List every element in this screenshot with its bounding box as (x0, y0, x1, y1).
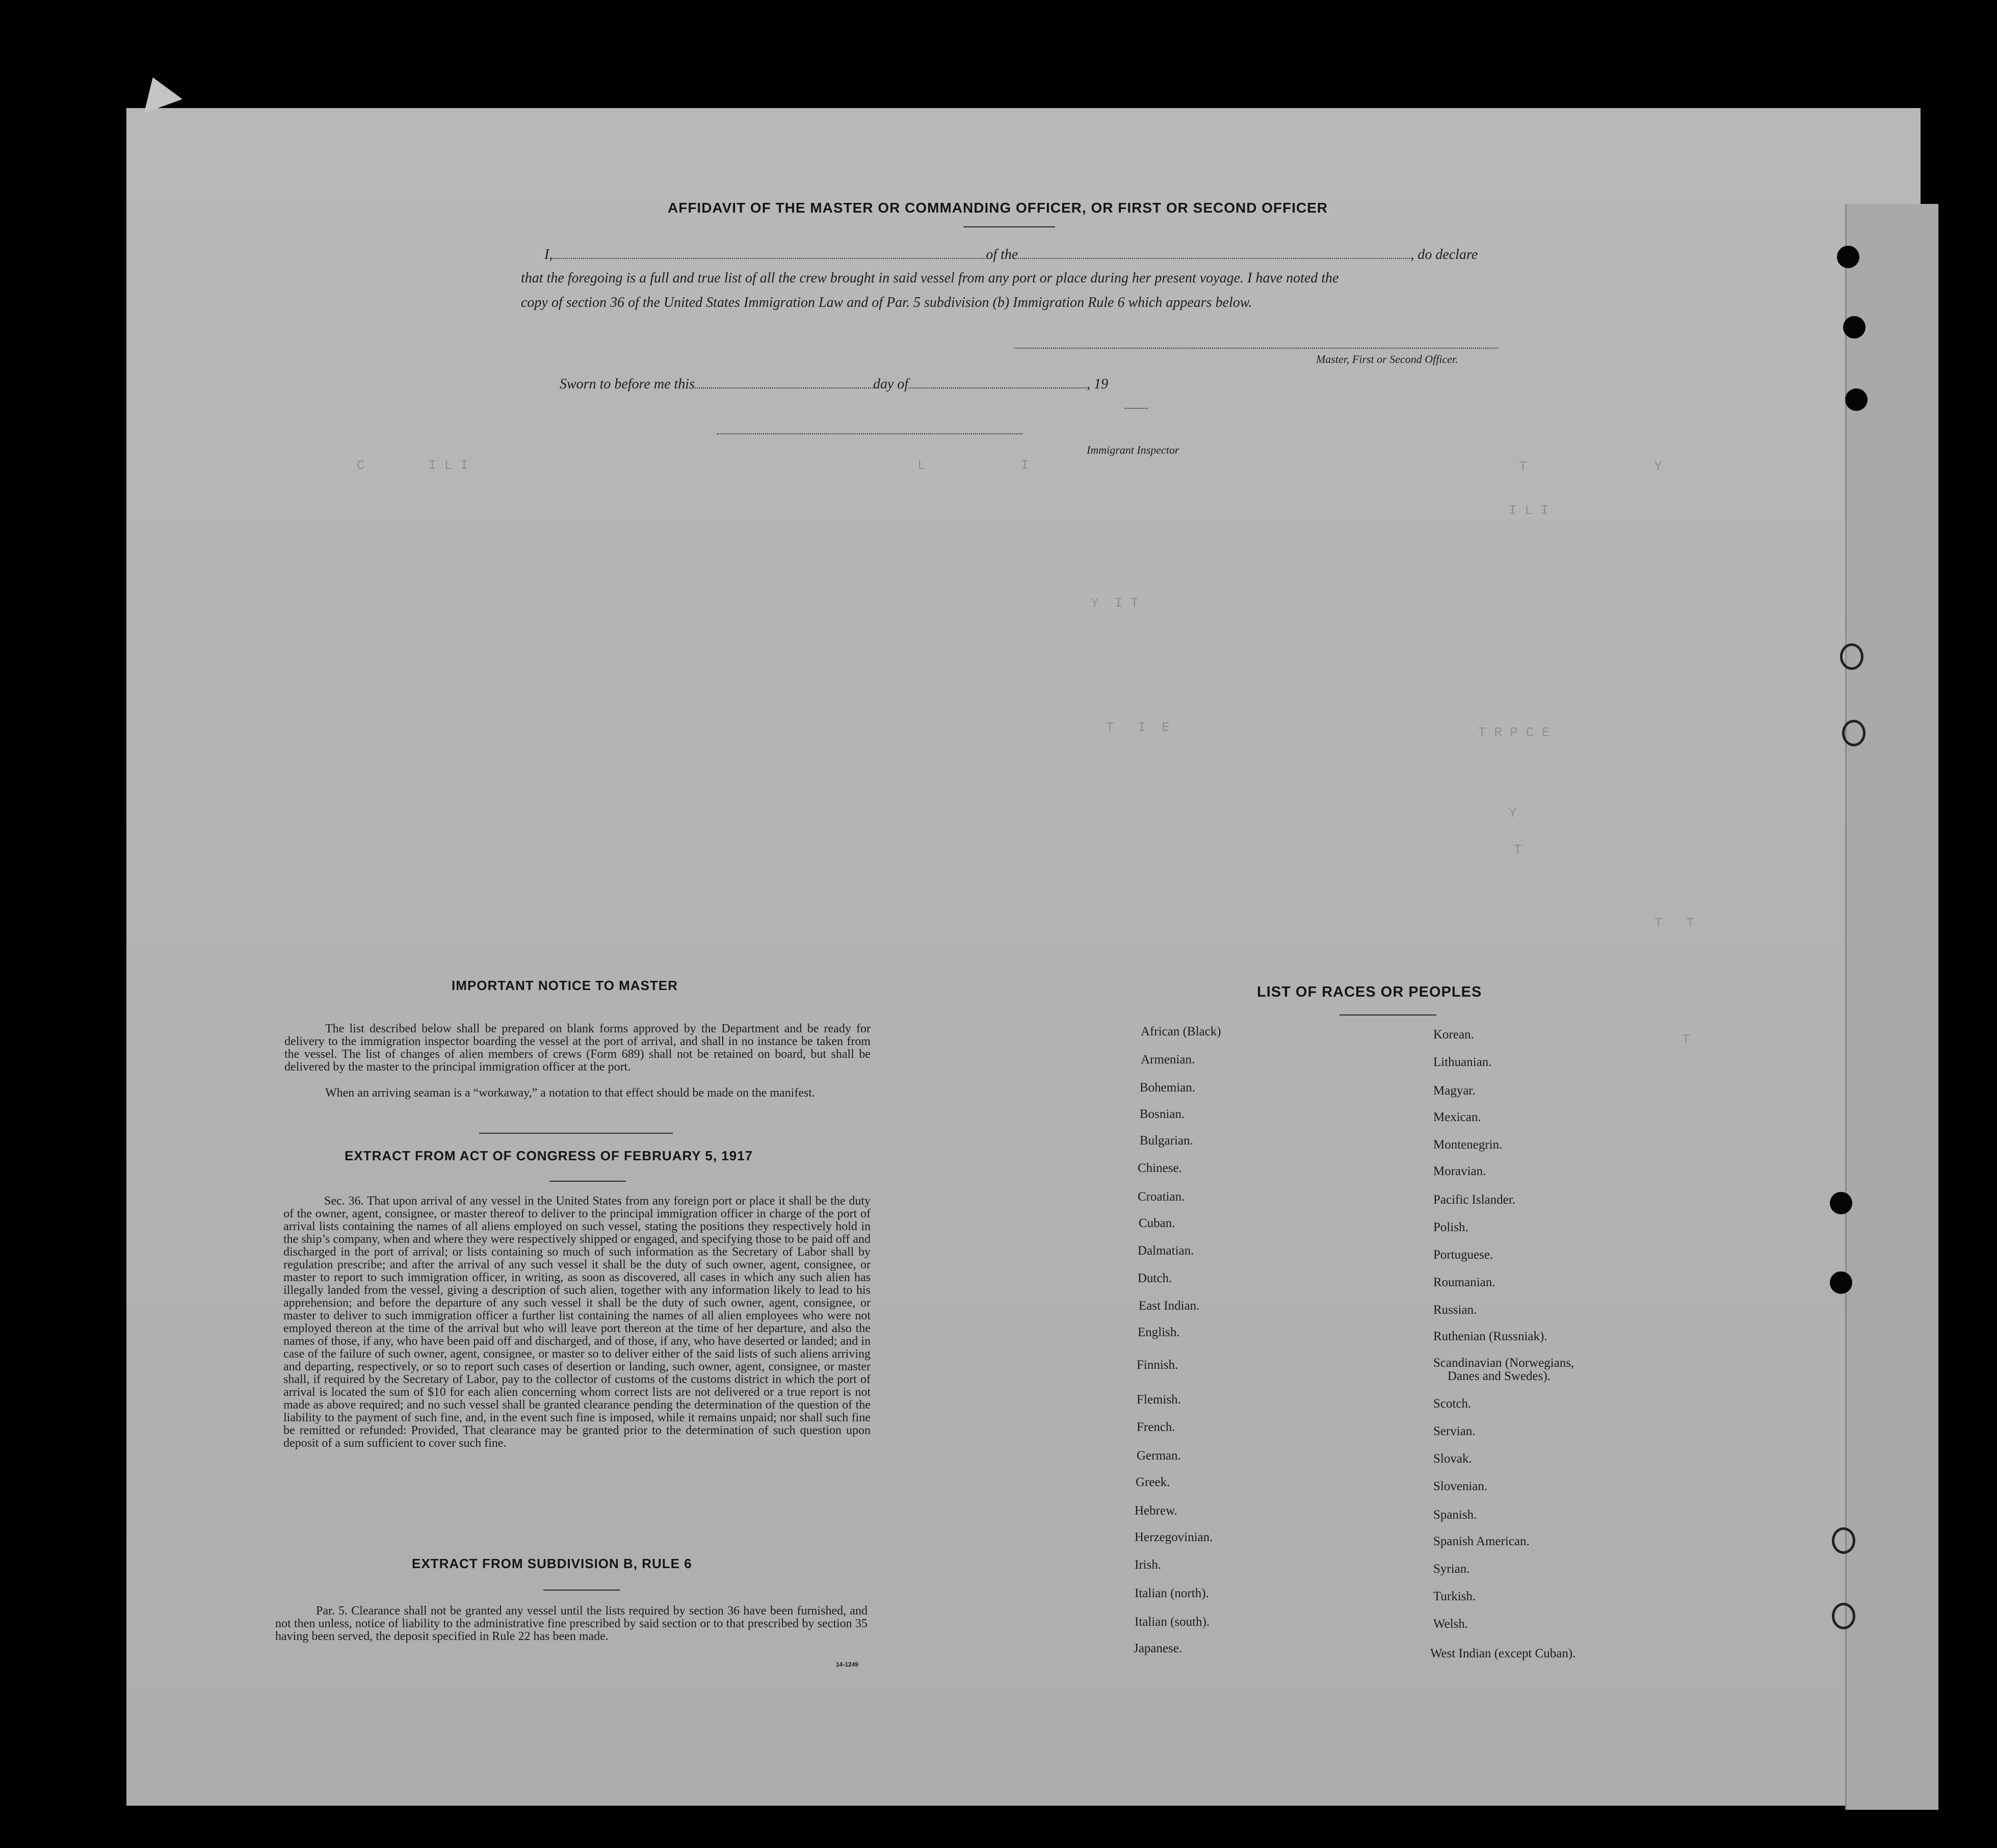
underlying-page-edge (1845, 204, 1938, 1810)
race-item: Polish. (1433, 1220, 1468, 1234)
race-item: Herzegovinian. (1135, 1530, 1213, 1544)
race-item: Scotch. (1433, 1397, 1472, 1411)
declaration-line-2: that the foregoing is a full and true list of all the crew brought in said vessel from any port or place during her present voyage. I have noted the (521, 270, 1339, 286)
punch-hole (1837, 246, 1859, 268)
race-item: African (Black) (1141, 1025, 1221, 1038)
name-field[interactable] (553, 258, 986, 259)
race-item: Slovak. (1433, 1452, 1472, 1466)
act-extract-title: EXTRACT FROM ACT OF CONGRESS OF FEBRUARY 5, 1917 (345, 1148, 753, 1163)
race-item: Cuban. (1139, 1216, 1175, 1230)
inspector-signature-field[interactable] (717, 433, 1022, 434)
race-item: Finnish. (1137, 1358, 1178, 1372)
sworn-month-field[interactable] (908, 387, 1087, 388)
sworn-line (560, 376, 1108, 393)
race-item: Hebrew. (1135, 1504, 1177, 1518)
notice-paragraph-2: When an arriving seaman is a “workaway,” a notation to that effect should be made on the manifest. (325, 1086, 815, 1100)
race-item: Armenian. (1141, 1053, 1195, 1066)
race-item: West Indian (except Cuban). (1430, 1647, 1576, 1660)
race-item: Syrian. (1433, 1562, 1470, 1576)
vessel-of-label: of the (986, 247, 1018, 263)
act-extract-text: Sec. 36. That upon arrival of any vessel in the United States from any foreign port or place it shall be the duty of the owner, agent, consignee, or master thereof to deliver to the principal immigration officer in charge of the port of arrival lists containing the names of all aliens employed on such vessel, stating the positions they respectively hold in the ship’s company, when and where they were respectively shipped or engaged, and specifying those to be paid off and discharged in the port of arrival; or lists containing so much of such information as the Secretary of Labor shall by regulation prescribe; and after the arrival of any such vessel it shall be the duty of such owner, agent, consignee, or master to report to such immigration officer, in writing, as soon as discovered, all cases in which any such alien has illegally landed from the vessel, giving a description of such alien, together with any information likely to lead to his apprehension; and before the departure of any such vessel it shall be the duty of such owner, agent, consignee, or master to deliver to such immigration officer a further list containing the names of all alien employees who were not employed thereon at the time of the arrival but who will leave port thereon at the time of her departure, and also the names of those, if any, who have been paid off and discharged, and of those, if any, who have deserted or landed; and in case of the failure of such owner, agent, consignee, or master so to deliver either of the said lists of such aliens arriving and departing, respectively, or so to report such cases of desertion or landing, such owner, agent, consignee, or master shall, if required by the Secretary of Labor, pay to the collector of customs of the customs district in which the port of arrival is located the sum of $10 for each alien concerning whom correct lists are not delivered or a true report is not made as above required; and no such vessel shall be granted clearance pending the determination of the question of the liability to the payment of such fine, and, in the event such fine is imposed, while it remains unpaid; nor shall such fine be remitted or refunded: Provided, That clearance may be granted prior to the determination of such question upon deposit of a sum sufficient to cover such fine. (283, 1194, 871, 1450)
race-item: Dutch. (1138, 1271, 1172, 1285)
notice-title: IMPORTANT NOTICE TO MASTER (452, 978, 678, 993)
punch-hole (1843, 316, 1865, 339)
race-item: Flemish. (1137, 1393, 1181, 1407)
race-item: Spanish American. (1433, 1534, 1530, 1548)
race-item: French. (1137, 1420, 1175, 1434)
race-item: Dalmatian. (1138, 1244, 1194, 1258)
punch-ring (1840, 643, 1863, 670)
race-item: Turkish. (1433, 1590, 1476, 1603)
race-item: Moravian. (1433, 1164, 1486, 1178)
form-page (126, 108, 1921, 1806)
races-title: LIST OF RACES OR PEOPLES (1257, 984, 1482, 1000)
race-item: English. (1138, 1325, 1180, 1339)
race-item: Russian. (1433, 1303, 1477, 1317)
race-item: Mexican. (1433, 1110, 1481, 1124)
day-of-label: day of (873, 376, 909, 392)
divider (963, 226, 1055, 227)
race-item: Scandinavian (Norwegians, (1433, 1356, 1574, 1370)
race-item: Portuguese. (1433, 1248, 1493, 1262)
divider (1339, 1014, 1436, 1016)
sworn-day-field[interactable] (695, 387, 873, 388)
race-item: Danes and Swedes). (1448, 1369, 1551, 1383)
race-item: Croatian. (1138, 1190, 1185, 1204)
punch-hole (1830, 1271, 1852, 1294)
race-item: Slovenian. (1433, 1479, 1488, 1493)
race-item: Bosnian. (1140, 1107, 1185, 1121)
year-label: , 19 (1087, 376, 1109, 392)
race-item: Montenegrin. (1433, 1138, 1503, 1152)
race-item: Greek. (1136, 1475, 1170, 1489)
punch-ring (1832, 1527, 1855, 1554)
race-item: Italian (north). (1135, 1586, 1209, 1600)
inspector-caption: Immigrant Inspector (1087, 444, 1179, 456)
declaration-line-3: copy of section 36 of the United States Immigration Law and of Par. 5 subdivision (b) Immigration Rule 6 which appears below. (521, 295, 1252, 310)
race-item: Spanish. (1433, 1508, 1477, 1522)
race-item: Roumanian. (1433, 1276, 1495, 1289)
punch-ring (1832, 1603, 1855, 1629)
affidavit-title: AFFIDAVIT OF THE MASTER OR COMMANDING OFFICER, OR FIRST OR SECOND OFFICER (668, 200, 1328, 216)
race-item: Bohemian. (1140, 1081, 1196, 1095)
divider (549, 1181, 626, 1182)
race-item: Ruthenian (Russniak). (1433, 1330, 1547, 1343)
race-item: Japanese. (1134, 1642, 1183, 1655)
race-item: Korean. (1433, 1028, 1474, 1042)
declaration-i-label: I, (544, 247, 553, 263)
race-item: Lithuanian. (1433, 1055, 1492, 1069)
rule-extract-title: EXTRACT FROM SUBDIVISION B, RULE 6 (412, 1556, 692, 1571)
punch-ring (1842, 720, 1865, 746)
divider (543, 1590, 620, 1591)
race-item: Magyar. (1433, 1084, 1476, 1098)
race-item: East Indian. (1139, 1299, 1200, 1313)
master-caption: Master, First or Second Officer. (1316, 353, 1458, 366)
race-item: Bulgarian. (1140, 1134, 1193, 1148)
notice-paragraph-1: The list described below shall be prepared on blank forms approved by the Department and be ready for delivery to the immigration inspector boarding the vessel at the port of arrival, and shall in no instance be taken from the vessel. The list of changes of alien members of crews (Form 689) shall not be retained on board, but shall be delivered by the master to the principal immigration officer at the port. (284, 1022, 871, 1074)
punch-hole (1830, 1192, 1852, 1214)
divider (479, 1133, 673, 1134)
master-signature-field[interactable] (1014, 348, 1499, 349)
race-item: German. (1137, 1449, 1181, 1463)
form-number: 14-1249 (836, 1661, 859, 1668)
declare-label: , do declare (1410, 247, 1478, 263)
sworn-label: Sworn to before me this (560, 376, 695, 392)
page-corner-fold (134, 70, 182, 113)
rule-extract-text: Par. 5. Clearance shall not be granted any vessel until the lists required by section 36 have been furnished, and not then unless, notice of liability to the administrative fine prescribed by said section or to that prescribed by section 35 having been served, the deposit specified in Rule 22 has been made. (275, 1604, 868, 1643)
race-item: Irish. (1135, 1558, 1162, 1572)
year-field[interactable] (1124, 408, 1148, 409)
punch-hole (1845, 388, 1868, 411)
declaration-line-1 (544, 247, 1478, 263)
race-item: Chinese. (1138, 1161, 1182, 1175)
race-item: Italian (south). (1135, 1615, 1210, 1629)
vessel-field[interactable] (1018, 258, 1410, 259)
race-item: Pacific Islander. (1433, 1193, 1516, 1207)
race-item: Welsh. (1433, 1617, 1468, 1631)
race-item: Servian. (1433, 1424, 1476, 1438)
